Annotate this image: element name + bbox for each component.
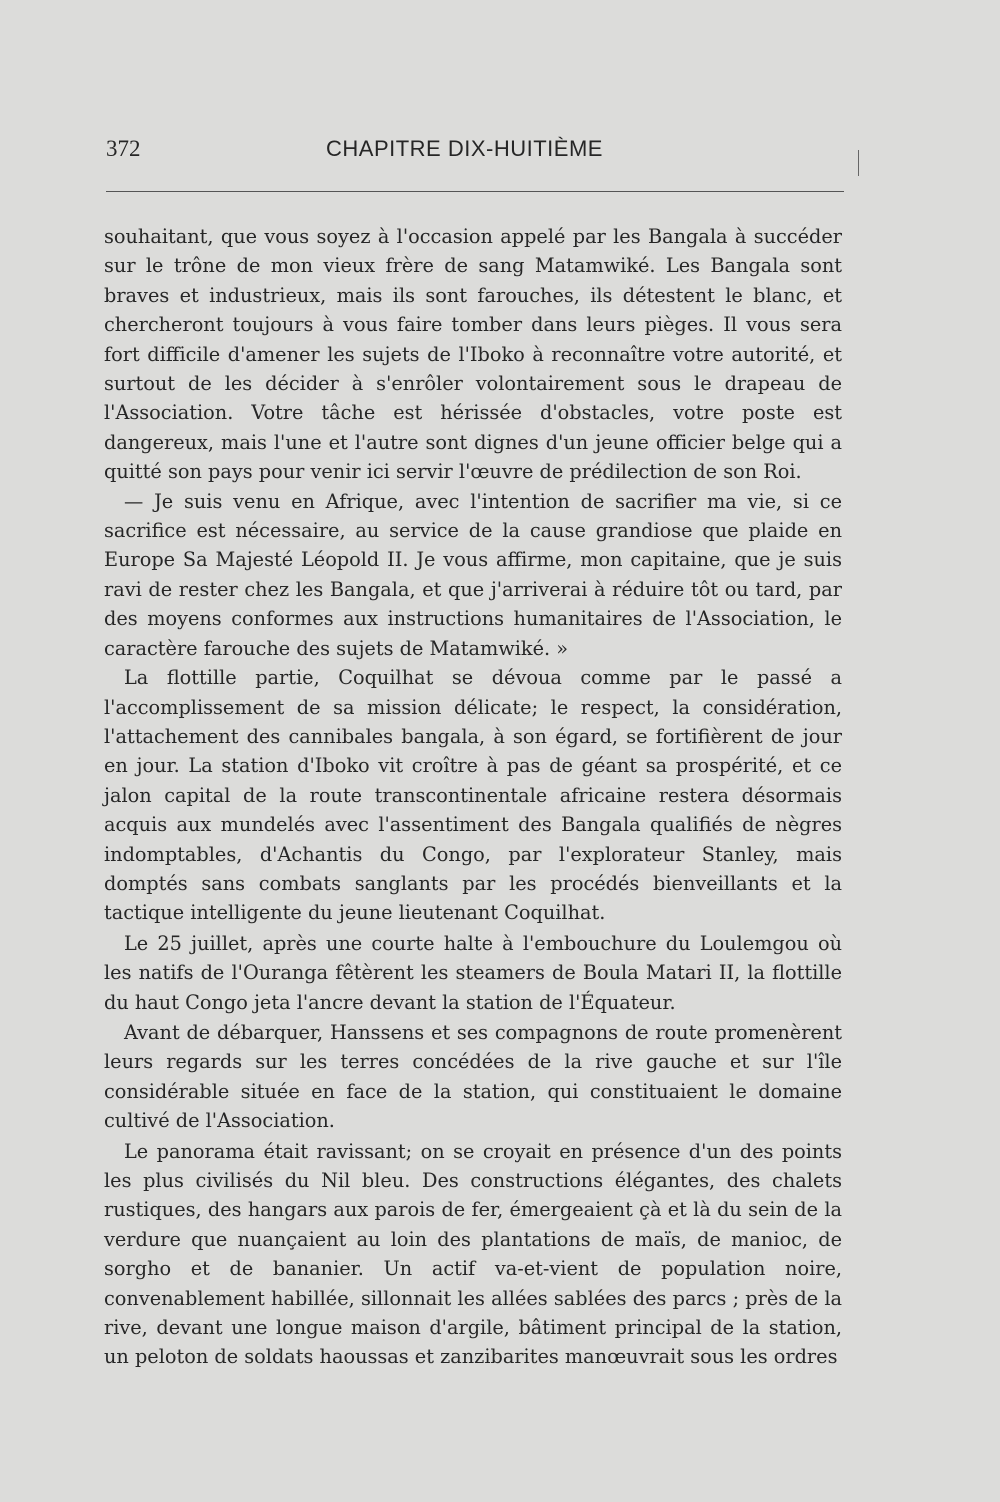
margin-mark <box>858 150 861 176</box>
paragraph-1: souhaitant, que vous soyez à l'occasion appelé par les Bangala à succéder sur le trône de mon vieux frère de sang Matamwiké. Les Bangala sont braves et industrieux, mais ils sont farouches, ils détestent le blanc, et chercheront toujours à vous faire tomber dans leurs pièges. Il vous sera fort difficile d'amener les sujets de l'Iboko à reconnaître votre autorité, et surtout de les décider à s'enrôler volontairement sous le drapeau de l'Association. Votre tâche est hérissée d'obstacles, votre poste est dangereux, mais l'une et l'autre sont dignes d'un jeune officier belge qui a quitté son pays pour venir ici servir l'œuvre de prédilection de son Roi. <box>104 225 842 484</box>
paragraph-3: La flottille partie, Coquilhat se dévoua comme par le passé a l'accomplissement de sa mission délicate; le respect, la considération, l'attachement des cannibales bangala, à son égard, se fortifièrent de jour en jour. La station d'Iboko vit croître à pas de géant sa prospérité, et ce jalon capital de la route transcontinentale africaine restera désormais acquis aux mundelés avec l'assentiment des Bangala qualifiés de nègres indomptables, d'Achantis du Congo, par l'explorateur Stanley, mais domptés sans combats sanglants par les procédés bienveillants et la tactique intelligente du jeune lieutenant Coquilhat. <box>104 666 842 925</box>
paragraph-2: — Je suis venu en Afrique, avec l'intention de sacrifier ma vie, si ce sacrifice est nécessaire, au service de la cause grandiose que plaide en Europe Sa Majesté Léopold II. Je vous affirme, mon capitaine, que je suis ravi de rester chez les Bangala, et que j'arriverai à réduire tôt ou tard, par des moyens conformes aux instructions humanitaires de l'Association, le caractère farouche des sujets de Matamwiké. » <box>104 489 842 660</box>
paragraph-5: Avant de débarquer, Hanssens et ses compagnons de route promenèrent leurs regards sur les terres concédées de la rive gauche et sur l'île considérable située en face de la station, qui constituaient le domaine cultivé de l'Association. <box>104 1020 842 1133</box>
chapter-title: CHAPITRE DIX-HUITIÈME <box>326 136 603 161</box>
paragraph-4: Le 25 juillet, après une courte halte à l'embouchure du Loulemgou où les natifs de l'Ouranga fêtèrent les steamers de Boula Matari II, la flottille du haut Congo jeta l'ancre devant la station de l'Équateur. <box>104 931 842 1014</box>
body-text <box>104 222 842 1372</box>
paragraph-6: Le panorama était ravissant; on se croyait en présence d'un des points les plus civilisés du Nil bleu. Des constructions élégantes, des chalets rustiques, des hangars aux parois de fer, émergeaient çà et là du sein de la verdure que nuançaient au loin des plantations de maïs, de manioc, de sorgho et de bananier. Un actif va-et-vient de population noire, convenablement habillée, sillonnait les allées sablées des parcs ; près de la rive, devant une longue maison d'argile, bâtiment principal de la station, un peloton de soldats haoussas et zanzibarites manœuvrait sous les ordres <box>104 1139 842 1369</box>
running-header <box>106 134 846 168</box>
page-number: 372 <box>106 136 141 161</box>
header-rule <box>106 191 844 192</box>
